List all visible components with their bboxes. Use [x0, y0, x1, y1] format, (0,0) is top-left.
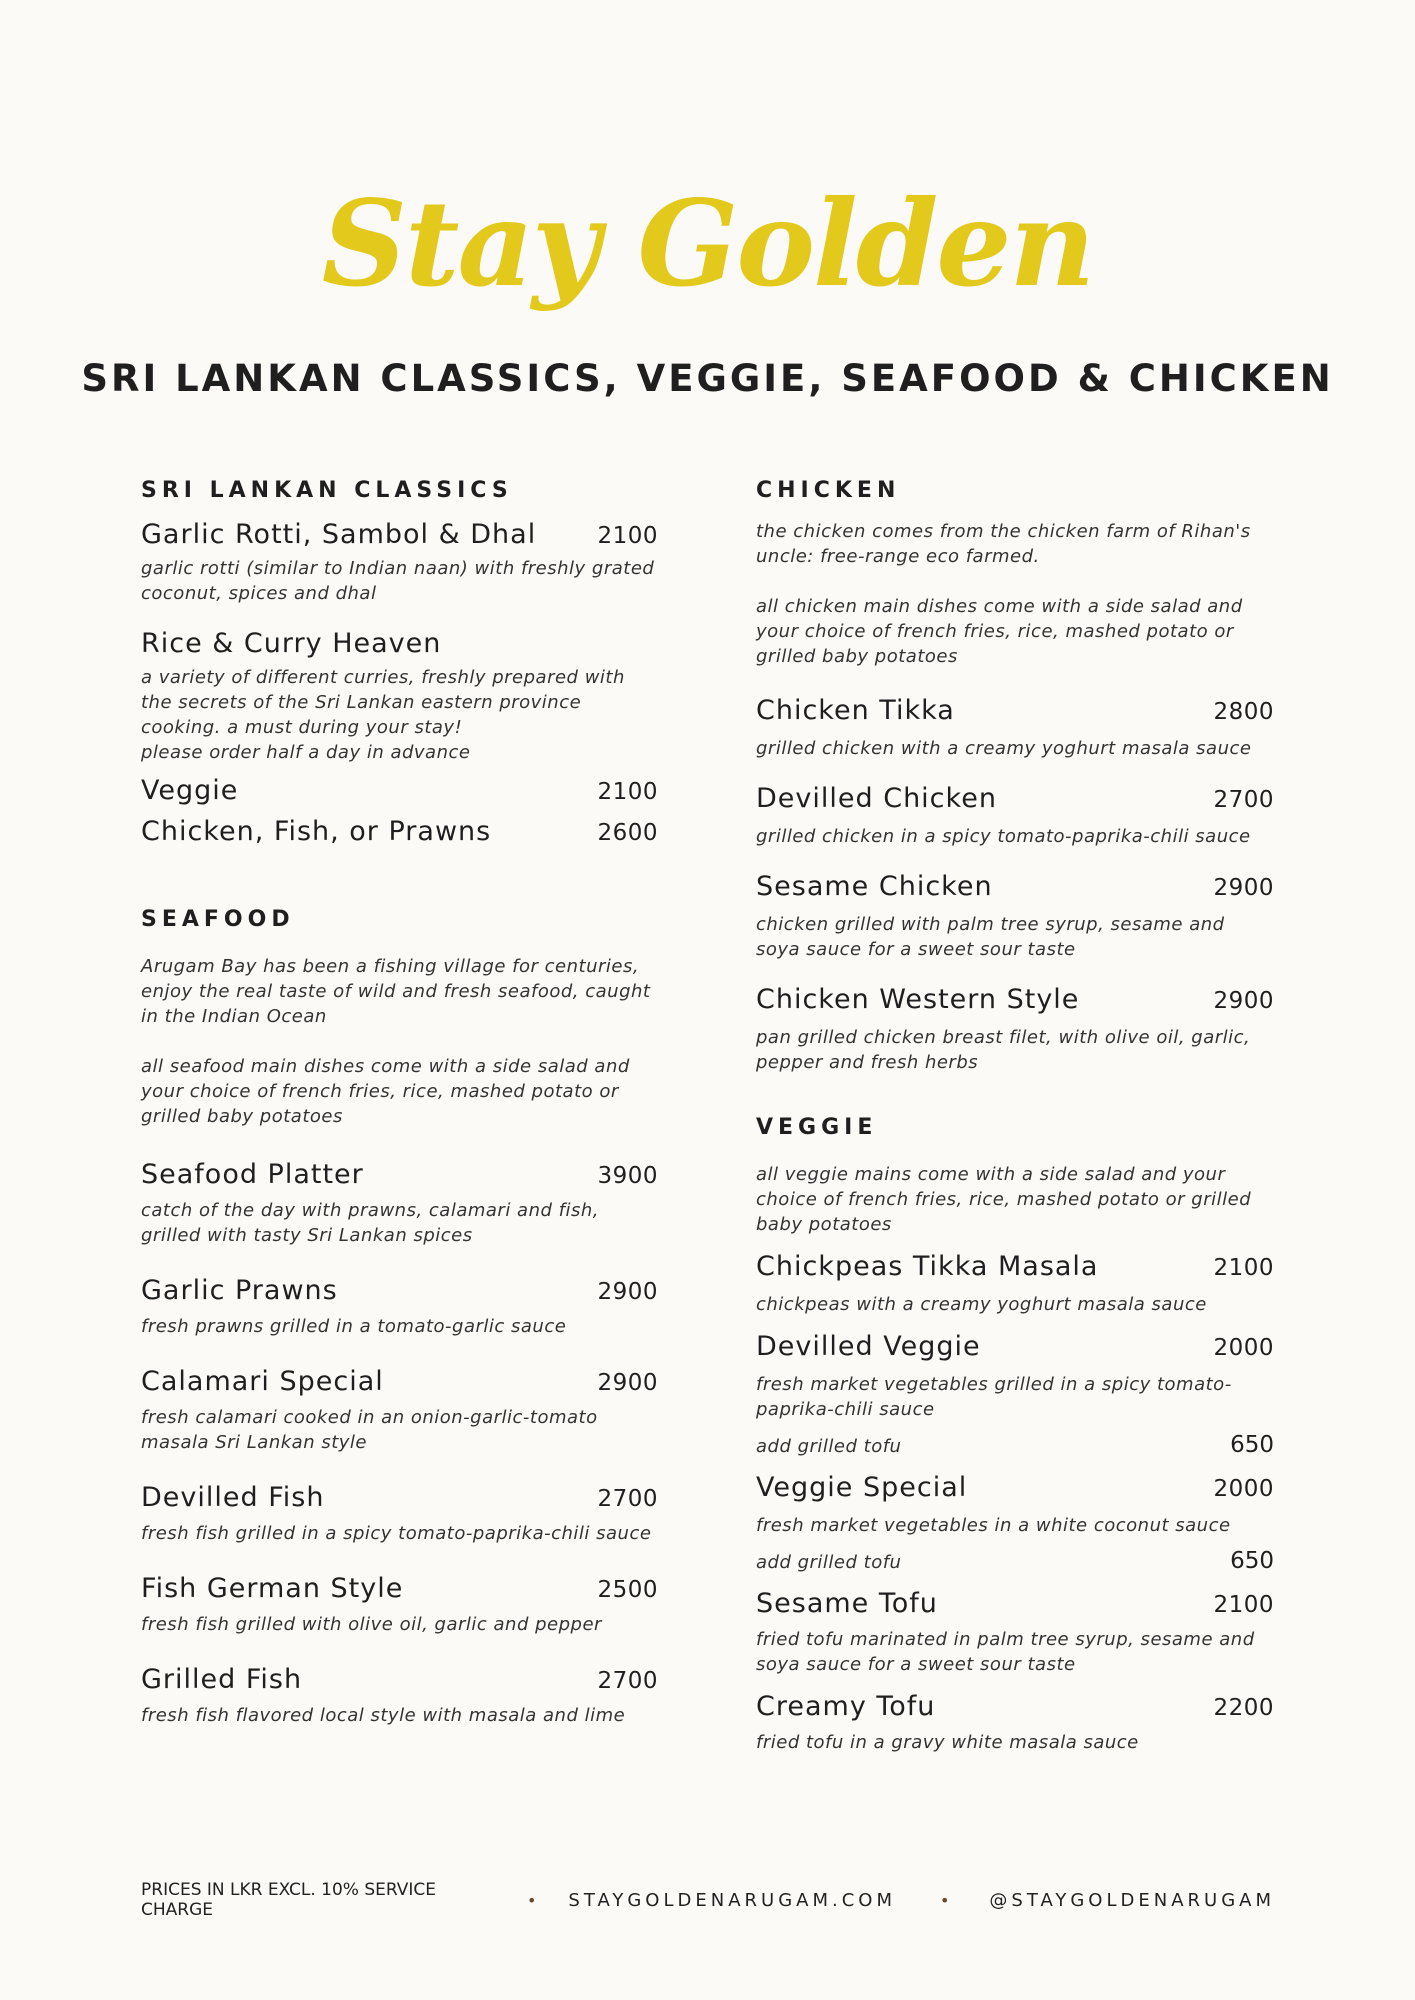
item-description: fried tofu marinated in palm tree syrup, sesame and soya sauce for a sweet sour taste — [756, 1629, 1255, 1675]
menu-item — [141, 1275, 658, 1339]
item-price: 2500 — [597, 1577, 658, 1603]
item-price: 2000 — [1213, 1476, 1274, 1502]
instagram-handle[interactable]: @STAYGOLDENARUGAM — [989, 1889, 1275, 1911]
addon-row — [756, 1548, 1274, 1574]
item-price: 2700 — [597, 1668, 658, 1694]
menu-item — [141, 1159, 658, 1248]
section-title-chicken: CHICKEN — [756, 478, 901, 503]
seafood-sides-note: all seafood main dishes come with a side salad and your choice of french fries, rice, mashed potato or grilled baby potatoes — [141, 1056, 630, 1127]
item-price: 2200 — [1213, 1695, 1274, 1721]
footer — [141, 1880, 1275, 1920]
option-price: 2600 — [597, 820, 658, 846]
item-price: 2700 — [597, 1486, 658, 1512]
item-name: Chickpeas Tikka Masala — [756, 1251, 1099, 1282]
logo: Stay Golden — [321, 174, 1094, 313]
item-description: fresh fish grilled in a spicy tomato-paprika-chili sauce — [141, 1523, 652, 1544]
chicken-sides-note: all chicken main dishes come with a side salad and your choice of french fries, rice, mashed potato or grilled baby potatoes — [756, 596, 1243, 667]
item-name: Devilled Fish — [141, 1482, 325, 1513]
item-name: Calamari Special — [141, 1366, 384, 1397]
item-name: Devilled Veggie — [756, 1331, 981, 1362]
item-name: Chicken Tikka — [756, 695, 955, 726]
menu-item — [756, 1691, 1274, 1755]
menu-item — [141, 1664, 658, 1728]
option-price: 2100 — [597, 779, 658, 805]
left-column — [141, 478, 658, 1728]
option-row — [141, 816, 658, 847]
item-name: Devilled Chicken — [756, 783, 997, 814]
item-description: fresh prawns grilled in a tomato-garlic sauce — [141, 1316, 567, 1337]
addon-price: 650 — [1230, 1432, 1274, 1458]
chicken-intro: the chicken comes from the chicken farm of Rihan's uncle: free-range eco farmed. — [756, 521, 1251, 567]
addon-label: add grilled tofu — [756, 1436, 902, 1457]
bullet-icon: • — [526, 1890, 537, 1910]
item-name: Garlic Rotti, Sambol & Dhal — [141, 519, 537, 550]
addon-label: add grilled tofu — [756, 1552, 902, 1573]
menu-item — [756, 1588, 1274, 1677]
item-name: Rice & Curry Heaven — [141, 628, 442, 659]
menu-item — [756, 783, 1274, 849]
item-price: 2000 — [1213, 1335, 1274, 1361]
option-name: Veggie — [141, 775, 239, 806]
menu-item — [756, 1331, 1274, 1458]
item-note: please order half a day in advance — [141, 742, 471, 763]
item-description: pan grilled chicken breast filet, with olive oil, garlic, pepper and fresh herbs — [756, 1027, 1251, 1073]
item-description: fresh calamari cooked in an onion-garlic-tomato masala Sri Lankan style — [141, 1407, 598, 1453]
menu-item — [756, 984, 1274, 1075]
item-description: grilled chicken in a spicy tomato-paprika-chili sauce — [756, 826, 1251, 847]
item-price: 2900 — [597, 1279, 658, 1305]
item-name: Grilled Fish — [141, 1664, 303, 1695]
item-name: Sesame Chicken — [756, 871, 993, 902]
item-name: Seafood Platter — [141, 1159, 364, 1190]
menu-item — [141, 628, 658, 847]
menu-item — [141, 519, 658, 606]
item-description: fresh fish grilled with olive oil, garlic and pepper — [141, 1614, 602, 1635]
item-description: fresh fish flavored local style with masala and lime — [141, 1705, 626, 1726]
menu-item — [756, 1472, 1274, 1574]
item-price: 2100 — [597, 523, 658, 549]
item-price: 3900 — [597, 1163, 658, 1189]
item-description: catch of the day with prawns, calamari and fish, grilled with tasty Sri Lankan spices — [141, 1200, 599, 1246]
item-name: Sesame Tofu — [756, 1588, 938, 1619]
item-price: 2900 — [1213, 875, 1274, 901]
menu-item — [141, 1482, 658, 1546]
menu-subtitle: SRI LANKAN CLASSICS, VEGGIE, SEAFOOD & CHICKEN — [81, 357, 1334, 400]
addon-row — [756, 1432, 1274, 1458]
item-description: grilled chicken with a creamy yoghurt masala sauce — [756, 738, 1252, 759]
item-price: 2900 — [1213, 988, 1274, 1014]
item-description: garlic rotti (similar to Indian naan) with freshly grated coconut, spices and dhal — [141, 558, 655, 604]
item-description: fresh market vegetables grilled in a spicy tomato-paprika-chili sauce — [756, 1374, 1232, 1420]
bullet-icon: • — [939, 1890, 950, 1910]
item-price: 2800 — [1213, 699, 1274, 725]
option-name: Chicken, Fish, or Prawns — [141, 816, 492, 847]
item-name: Fish German Style — [141, 1573, 404, 1604]
item-description: fried tofu in a gravy white masala sauce — [756, 1732, 1139, 1753]
website-link[interactable]: STAYGOLDENARUGAM.COM — [568, 1889, 896, 1911]
menu-item — [756, 695, 1274, 761]
item-price: 2100 — [1213, 1592, 1274, 1618]
item-price: 2700 — [1213, 787, 1274, 813]
item-name: Veggie Special — [756, 1472, 968, 1503]
section-title-classics: SRI LANKAN CLASSICS — [141, 478, 513, 503]
item-description: a variety of different curries, freshly prepared with the secrets of the Sri Lankan eastern province cooking. a must during your stay! — [141, 667, 625, 738]
item-description: chicken grilled with palm tree syrup, sesame and soya sauce for a sweet sour taste — [756, 914, 1225, 960]
prices-note: PRICES IN LKR EXCL. 10% SERVICE CHARGE — [141, 1880, 437, 1920]
addon-price: 650 — [1230, 1548, 1274, 1574]
item-price: 2100 — [1213, 1255, 1274, 1281]
veggie-intro: all veggie mains come with a side salad and your choice of french fries, rice, mashed potato or grilled baby potatoes — [756, 1164, 1252, 1235]
menu-item — [141, 1366, 658, 1455]
item-name: Garlic Prawns — [141, 1275, 338, 1306]
menu-item — [756, 1251, 1274, 1317]
right-column — [756, 478, 1274, 1755]
item-description: fresh market vegetables in a white coconut sauce — [756, 1515, 1231, 1536]
item-description: chickpeas with a creamy yoghurt masala sauce — [756, 1294, 1207, 1315]
section-title-seafood: SEAFOOD — [141, 907, 295, 932]
seafood-intro: Arugam Bay has been a fishing village for centuries, enjoy the real taste of wild and fresh seafood, caught in the Indian Ocean — [141, 956, 651, 1027]
section-title-veggie: VEGGIE — [756, 1115, 878, 1140]
menu-item — [141, 1573, 658, 1637]
option-row — [141, 775, 658, 806]
item-name: Creamy Tofu — [756, 1691, 936, 1722]
item-name: Chicken Western Style — [756, 984, 1080, 1015]
item-price: 2900 — [597, 1370, 658, 1396]
menu-item — [756, 871, 1274, 962]
